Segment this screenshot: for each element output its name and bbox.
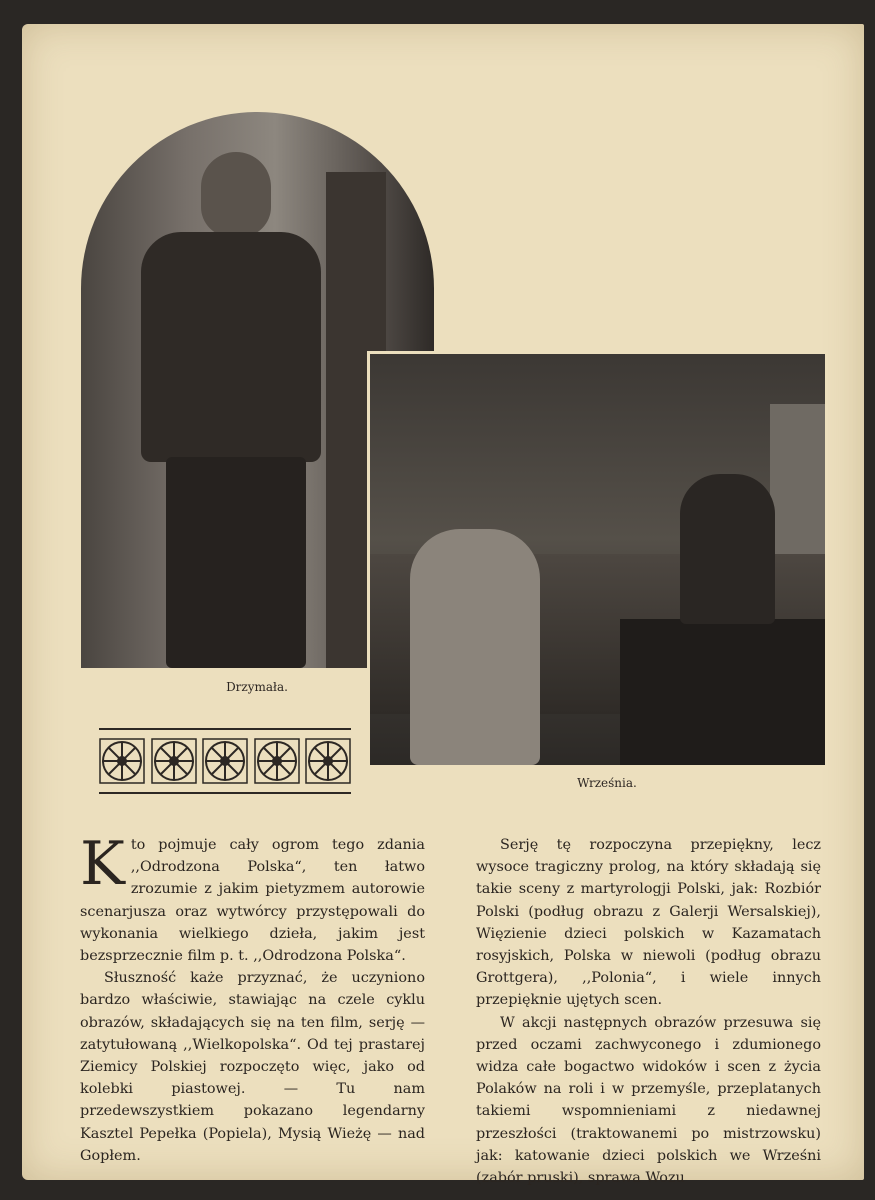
teacher-figure [680,474,775,624]
dropcap: K [80,829,125,899]
paragraph: Serję tę rozpoczyna przepiękny, lecz wysoce tragiczny prolog, na który składają się takie sceny z martyrologji Polski, jak: Rozbiór Polski (podług obrazu z Galerji Wersalskiej), Więzienie dzieci polskich w Kazamatach rosyjskich, Polska w niewoli (podług obrazu Grottgera), ,,Polonia“, i wiele innych przepięknie ujętych scen. [476,837,821,1009]
figure-head [201,152,271,237]
rosette-icon [254,738,300,784]
paragraph: Słuszność każe przyznać, że uczyniono bardzo właściwie, stawiając na czele cyklu obrazów, składających się na ten film, serję — zatytułowaną ,,Wielkopolska“. Od tej prastarej Ziemicy Polskiej rozpoczęto więc, jako od kolebki piastowej. — Tu nam przedewszystkiem pokazano legendarny Kasztel Pepełka (Popiela), Mysią Wieżę — nad Gopłem. [80,970,425,1164]
text-column-right [476,834,821,1189]
magazine-page [22,24,864,1187]
rosette-icon [151,738,197,784]
paragraph-text: to pojmuje cały ogrom tego zdania ,,Odrodzona Polska“, ten łatwo zrozumie z jakim pietyzmem autorowie scenarjusza oraz wytwórcy przystępowali do wykonania wielkiego dzieła, jakim jest bezsprzecznie film p. t. ,,Odrodzona Polska“. [80,837,425,965]
girl-figure [410,529,540,765]
rosette-icon [99,738,145,784]
paragraph [80,829,425,967]
caption-wrzesnia: Września. [577,776,637,790]
teacher-desk [620,619,825,765]
rosette-icon [202,738,248,784]
figure-body [141,232,321,462]
text-column-left [80,829,425,1167]
decorative-border [99,728,351,794]
figure-legs [166,457,306,668]
caption-drzymala: Drzymała. [226,680,288,694]
paragraph: W akcji następnych obrazów przesuwa się przed oczami zachwyconego i zdumionego widza całe bogactwo widoków i scen z życia Polaków na roli i w przemyśle, przeplatanych takiemi wspomnieniami z niedawnej przeszłości (traktowanemi po mistrzowsku) jak: katowanie dzieci polskich we Wrześni (zabór pruski), sprawa Wozu [476,1014,821,1187]
rosette-icon [305,738,351,784]
photo-wrzesnia [367,351,828,768]
